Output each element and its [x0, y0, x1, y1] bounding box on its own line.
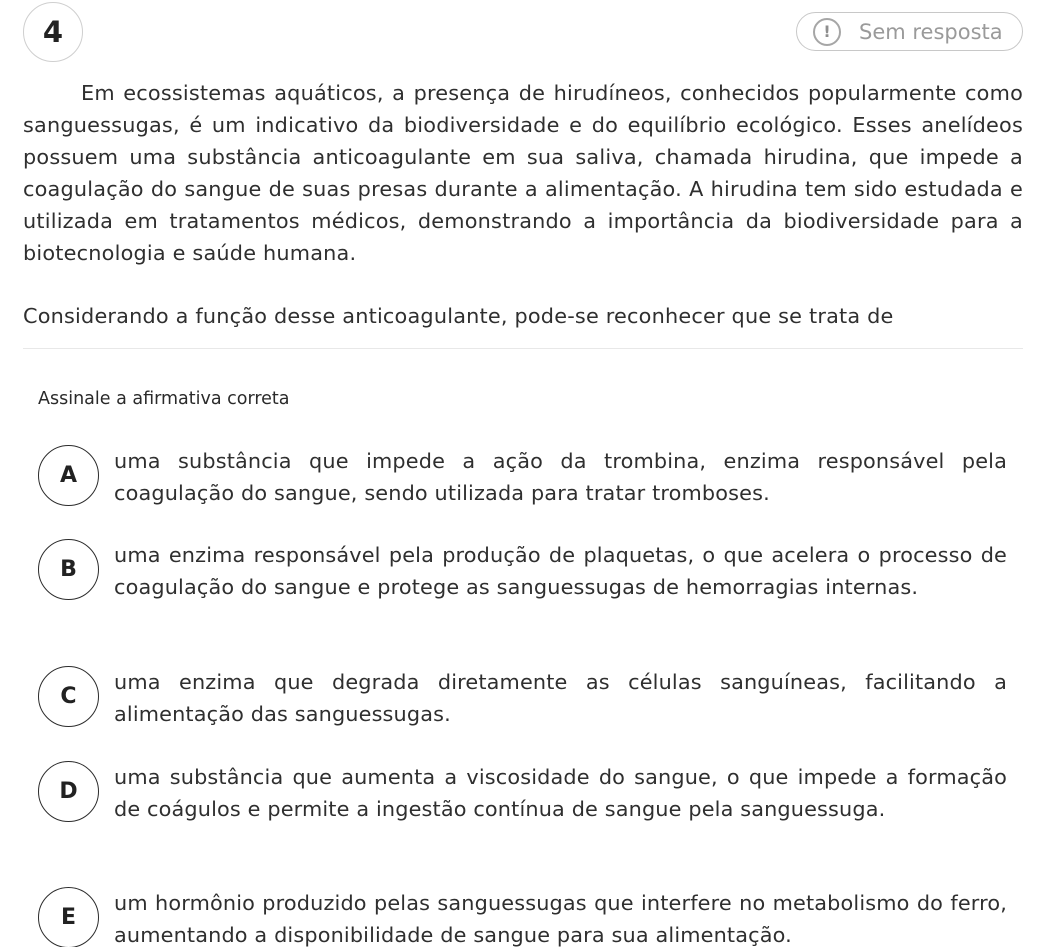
- option-letter-b[interactable]: B: [38, 539, 99, 600]
- option-letter-e[interactable]: E: [38, 887, 99, 947]
- option-text-a[interactable]: uma substância que impede a ação da trombina, enzima responsável pela coagulação do sangue, sendo utilizada para tratar tromboses.: [114, 449, 1007, 505]
- statement-text: Em ecossistemas aquáticos, a presença de hirudíneos, conhecidos popularmente como sanguessugas, é um indicativo da biodiversidade e do equilíbrio ecológico. Esses anelídeos possuem uma substância anticoagulante em sua saliva, chamada hirudina, que impede a coagulação do sangue de suas presas durante a alimentação. A hirudina tem sido estudada e utilizada em tratamentos médicos, demonstrando a importância da biodiversidade para a biotecnologia e saúde humana.: [23, 81, 1023, 265]
- option-text-b[interactable]: uma enzima responsável pela produção de plaquetas, o que acelera o processo de coagulação do sangue e protege as sanguessugas de hemorragias internas.: [114, 543, 1007, 599]
- alert-circle-icon: !: [813, 18, 841, 46]
- divider: [23, 348, 1023, 349]
- question-prompt: Considerando a função desse anticoagulante, pode-se reconhecer que se trata de: [23, 304, 894, 328]
- option-letter-d[interactable]: D: [38, 761, 99, 822]
- option-text-d[interactable]: uma substância que aumenta a viscosidade do sangue, o que impede a formação de coágulos e permite a ingestão contínua de sangue pela sanguessuga.: [114, 765, 1007, 821]
- option-letter-a[interactable]: A: [38, 445, 99, 506]
- answer-instruction: Assinale a afirmativa correta: [38, 389, 290, 409]
- question-statement: [23, 77, 1023, 269]
- option-text-e[interactable]: um hormônio produzido pelas sanguessugas que interfere no metabolismo do ferro, aumentando a disponibilidade de sangue para sua alimentação.: [114, 891, 1007, 947]
- question-number: 4: [23, 2, 83, 62]
- option-letter-c[interactable]: C: [38, 666, 99, 727]
- status-label: Sem resposta: [859, 19, 1003, 44]
- status-badge: [796, 12, 1023, 51]
- option-text-c[interactable]: uma enzima que degrada diretamente as células sanguíneas, facilitando a alimentação das sanguessugas.: [114, 670, 1007, 726]
